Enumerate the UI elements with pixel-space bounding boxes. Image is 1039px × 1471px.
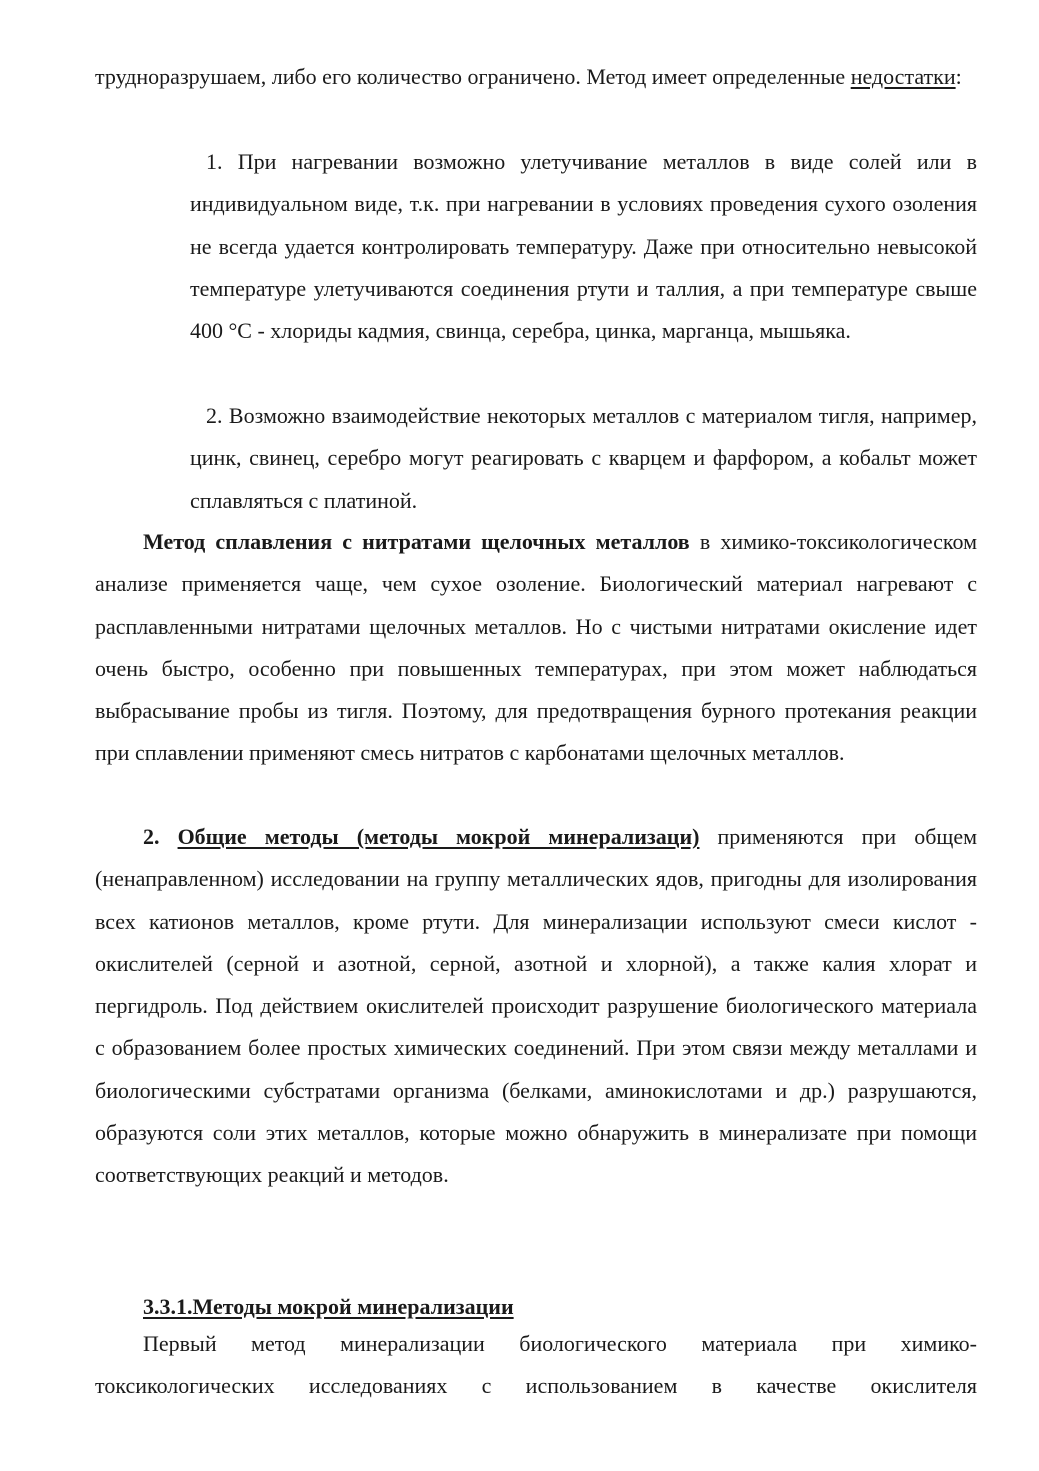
list-item-2 xyxy=(190,395,977,522)
paragraph-fusion-method xyxy=(95,521,977,775)
paragraph-first-method xyxy=(95,1323,977,1408)
fusion-method-text: в химико-токсикологическом анализе применяется чаще, чем сухое озоление. Биологический материал нагревают с расплавленными нитратами щелочных металлов. Но с чистыми нитратами окисление идет очень быстро, особенно при повышенных температурах, при этом может наблюдаться выбрасывание пробы из тигля. Поэтому, для предотвращения бурного протекания реакции при сплавлении применяют смесь нитратов с карбонатами щелочных металлов. xyxy=(95,529,977,766)
list-item-2-text: 2. Возможно взаимодействие некоторых металлов с материалом тигля, например, цинк, свинец, серебро могут реагировать с кварцем и фарфором, а кобальт может сплавляться с платиной. xyxy=(190,403,977,513)
general-methods-title: Общие методы (методы мокрой минерализаци) xyxy=(177,824,700,849)
paragraph-intro xyxy=(95,56,977,98)
paragraph-general-methods xyxy=(95,816,977,1197)
first-method-text: Первый метод минерализации биологического материала при химико-токсикологических исследованиях с использованием в качестве окислителя xyxy=(95,1331,977,1399)
section-heading: 3.3.1.Методы мокрой минерализации xyxy=(143,1294,514,1319)
list-item-1-text: 1. При нагревании возможно улетучивание металлов в виде солей или в индивидуальном виде, т.к. при нагревании в условиях проведения сухого озоления не всегда удается контролировать температуру. Даже при относительно невысокой температуре улетучиваются соединения ртути и таллия, а при температуре свыше 400 °С - хлориды кадмия, свинца, серебра, цинка, марганца, мышьяка. xyxy=(190,149,977,344)
general-methods-text: применяются при общем (ненаправленном) исследовании на группу металлических ядов, пригодны для изолирования всех катионов металлов, кроме ртути. Для минерализации используют смеси кислот - окислителей (серной и азотной, серной, азотной и хлорной), а также калия хлорат и пергидроль. Под действием окислителей происходит разрушение биологического материала с образованием более простых химических соединений. При этом связи между металлами и биологическими субстратами организма (белками, аминокислотами и др.) разрушаются, образуются соли этих металлов, которые можно обнаружить в минерализате при помощи соответствующих реакций и методов. xyxy=(95,824,978,1188)
general-methods-number: 2. xyxy=(143,824,178,849)
intro-text: трудноразрушаем, либо его количество ограничено. Метод имеет определенные xyxy=(95,64,851,89)
underlined-term: недостатки xyxy=(850,64,956,89)
intro-colon: : xyxy=(955,64,962,89)
list-item-1 xyxy=(190,141,977,352)
fusion-method-title: Метод сплавления с нитратами щелочных металлов xyxy=(143,529,690,554)
